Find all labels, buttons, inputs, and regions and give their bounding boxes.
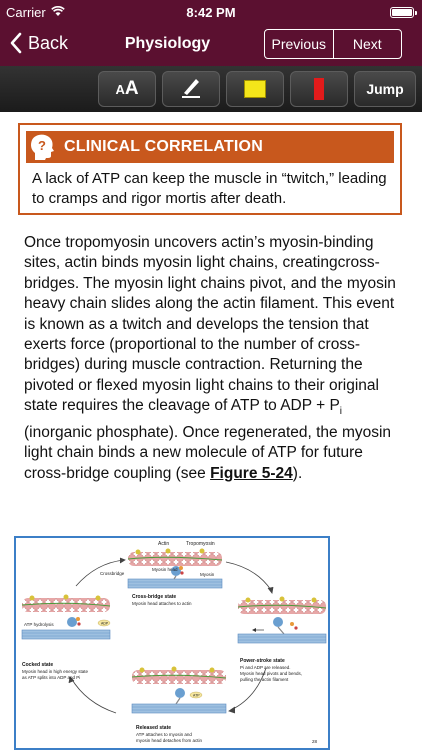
body-text-part2: (inorganic phosphate). Once regenerated, the myosin light chain binds a new molecule of ATP for future cross-bridge coupling (see (24, 423, 392, 482)
clinical-correlation-text: A lack of ATP can keep the muscle in “twitch,” leading to cramps and rigor mortis after death. (32, 170, 387, 207)
cocked-state-desc-line1: Myosin head in high energy state (22, 669, 89, 674)
atp-hydrolysis-label: ATP hydrolysis (24, 622, 54, 627)
font-size-big-label: A (124, 78, 139, 99)
released-state-panel (132, 667, 318, 745)
jump-button[interactable]: Jump (354, 71, 416, 107)
previous-next-control (264, 29, 402, 59)
carrier-label: Carrier (6, 5, 46, 20)
power-stroke-desc-line2: Myosin head pivots and bends, (240, 671, 303, 676)
released-state-desc-line1: ATP attaches to myosin and (136, 732, 192, 737)
sticky-note-icon (244, 80, 266, 98)
clinical-correlation-header (26, 131, 394, 163)
cross-bridge-cycle-diagram (16, 538, 328, 748)
note-button[interactable] (226, 71, 284, 107)
body-paragraph (24, 233, 404, 484)
cocked-state-title: Cocked state (22, 662, 54, 668)
myosin-label: Myosin (200, 572, 215, 577)
figure-page-number: 28 (312, 739, 318, 744)
crossbridge-state-desc: Myosin head attaches to actin (132, 601, 192, 606)
tropomyosin-label: Tropomyosin (186, 541, 215, 547)
crossbridge-label: Crossbridge (100, 571, 125, 576)
back-label: Back (28, 32, 69, 53)
released-state-title: Released state (136, 725, 172, 731)
cocked-state-panel (22, 595, 110, 681)
atp-label: ATP (193, 693, 200, 698)
clinical-correlation-title: CLINICAL CORRELATION (64, 138, 263, 155)
battery-icon (390, 7, 414, 18)
next-button[interactable]: Next (333, 30, 402, 58)
annotate-button[interactable] (162, 71, 220, 107)
status-time: 8:42 PM (186, 5, 236, 20)
power-stroke-desc-line3: pulling the actin filament (240, 677, 289, 682)
crossbridge-state-title: Cross-bridge state (132, 594, 177, 600)
page-title: Physiology (124, 35, 211, 52)
power-stroke-state-title: Power-stroke state (240, 658, 285, 664)
status-bar (0, 0, 422, 26)
crossbridge-state-panel (100, 541, 222, 606)
body-text-part1: Once tropomyosin uncovers actin’s myosin-binding sites, actin binds myosin light chains, creatingcross-bridges. The myosin light chains pivot, and the myosin heavy chain slides along the actin filament. This event is known as a twitch and develops the tension that exerts force (proportional to the number of cross-bridges) during muscle contraction. Returning the pivoted or flexed myosin light chains to their original state requires the cleavage of ATP to ADP + P (24, 234, 396, 415)
reader-toolbar (0, 66, 422, 112)
figure-link[interactable]: Figure 5-24 (210, 464, 293, 482)
pen-icon (179, 75, 203, 104)
power-stroke-desc-line1: Pi and ADP are released. (240, 665, 291, 670)
body-text-subscript: i (339, 406, 343, 418)
clinical-correlation-box (18, 123, 402, 215)
actin-label: Actin (158, 541, 170, 547)
previous-button[interactable]: Previous (271, 36, 326, 52)
font-size-button[interactable] (98, 71, 156, 107)
adp-label: ADP (101, 621, 109, 626)
bookmark-button[interactable] (290, 71, 348, 107)
figure-5-24[interactable] (14, 536, 330, 750)
head-question-icon (28, 133, 56, 161)
body-text-part3: ). (292, 464, 303, 482)
released-state-desc-line2: myosin head detaches from actin (136, 738, 203, 743)
cocked-state-desc-line2: as ATP splits into ADP and Pi (22, 675, 81, 680)
font-size-small-label: A (115, 81, 125, 97)
myosin-head-label: Myosin head (152, 567, 178, 572)
svg-text:?: ? (38, 138, 46, 153)
power-stroke-state-panel (238, 597, 326, 683)
bookmark-icon (314, 78, 324, 100)
navigation-bar (0, 26, 422, 66)
